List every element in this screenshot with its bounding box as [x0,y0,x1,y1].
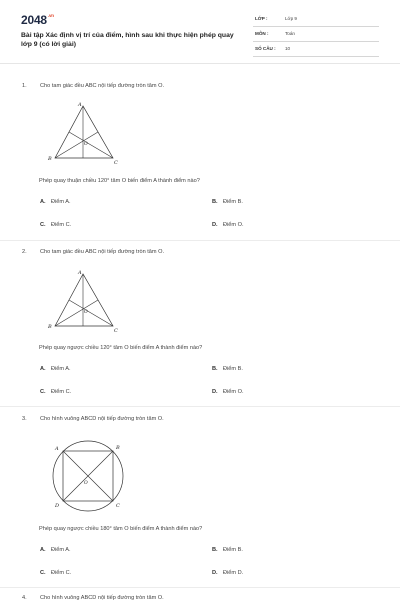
vertex-label-b: B [48,156,52,162]
question-number: 1. [22,83,27,89]
vertex-label-b: B [48,324,52,330]
question-number: 2. [22,249,27,255]
vertex-label-c: C [114,160,118,166]
question-statement: Cho tam giác đều ABC nội tiếp đường tròn tâm O. [40,83,165,89]
question-number: 4. [22,595,27,600]
meta-subject-row [253,29,379,42]
meta-subject-value: Toán [285,31,295,36]
meta-count-value: 10 [285,46,291,51]
option-d[interactable]: D. Điểm D. [212,570,244,576]
meta-count-key: SỐ CÂU : [255,46,276,51]
vertex-label-a: A [78,102,82,108]
vertex-label-c: C [114,328,118,334]
header-divider [0,63,400,64]
option-a[interactable]: A. Điểm A. [40,547,71,553]
vertex-label-b: B [116,445,120,451]
vertex-label-a: A [55,446,59,452]
option-a[interactable]: A. Điểm A. [40,366,71,372]
logo-suffix: .vn [47,13,54,18]
vertex-label-d: D [55,503,60,509]
triangle-figure [45,268,125,336]
option-d[interactable]: D. Điểm O. [212,222,244,228]
square-circle-figure [50,434,132,516]
option-b[interactable]: B. Điểm B. [212,366,243,372]
question-prompt: Phép quay thuận chiều 120° tâm O biến điểm A thành điểm nào? [39,178,200,184]
question-prompt: Phép quay ngược chiều 120° tâm O biến điểm A thành điểm nào? [39,345,203,351]
center-label-o: O [84,142,88,147]
logo-text: 2048 [21,13,47,27]
center-label-o: O [84,481,88,486]
option-b[interactable]: B. Điểm B. [212,547,243,553]
site-logo[interactable] [21,13,54,27]
question-number: 3. [22,416,27,422]
question-divider [0,406,400,407]
vertex-label-c: C [116,503,120,509]
option-c[interactable]: C. Điểm C. [40,570,72,576]
option-b[interactable]: B. Điểm B. [212,199,243,205]
option-c[interactable]: C. Điểm C. [40,222,72,228]
question-statement: Cho hình vuông ABCD nội tiếp đường tròn tâm O. [40,595,164,600]
meta-count-row [253,44,379,57]
option-d[interactable]: D. Điểm O. [212,389,244,395]
question-prompt: Phép quay ngược chiều 180° tâm O biến điểm A thành điểm nào? [39,526,203,532]
vertex-label-a: A [78,270,82,276]
page-header [0,0,400,64]
document-title: Bài tập Xác định vị trí của điểm, hình sau khi thực hiện phép quay lớp 9 (có lời giải) [21,32,234,48]
question-statement: Cho tam giác đều ABC nội tiếp đường tròn tâm O. [40,249,165,255]
triangle-figure [45,100,125,168]
meta-class-key: LỚP : [255,16,268,21]
question-divider [0,587,400,588]
meta-class-row [253,14,379,27]
option-c[interactable]: C. Điểm C. [40,389,72,395]
question-divider [0,240,400,241]
center-label-o: O [84,310,88,315]
option-a[interactable]: A. Điểm A. [40,199,71,205]
question-statement: Cho hình vuông ABCD nội tiếp đường tròn tâm O. [40,416,164,422]
meta-class-value: Lớp 9 [285,16,297,21]
meta-subject-key: MÔN : [255,31,269,36]
